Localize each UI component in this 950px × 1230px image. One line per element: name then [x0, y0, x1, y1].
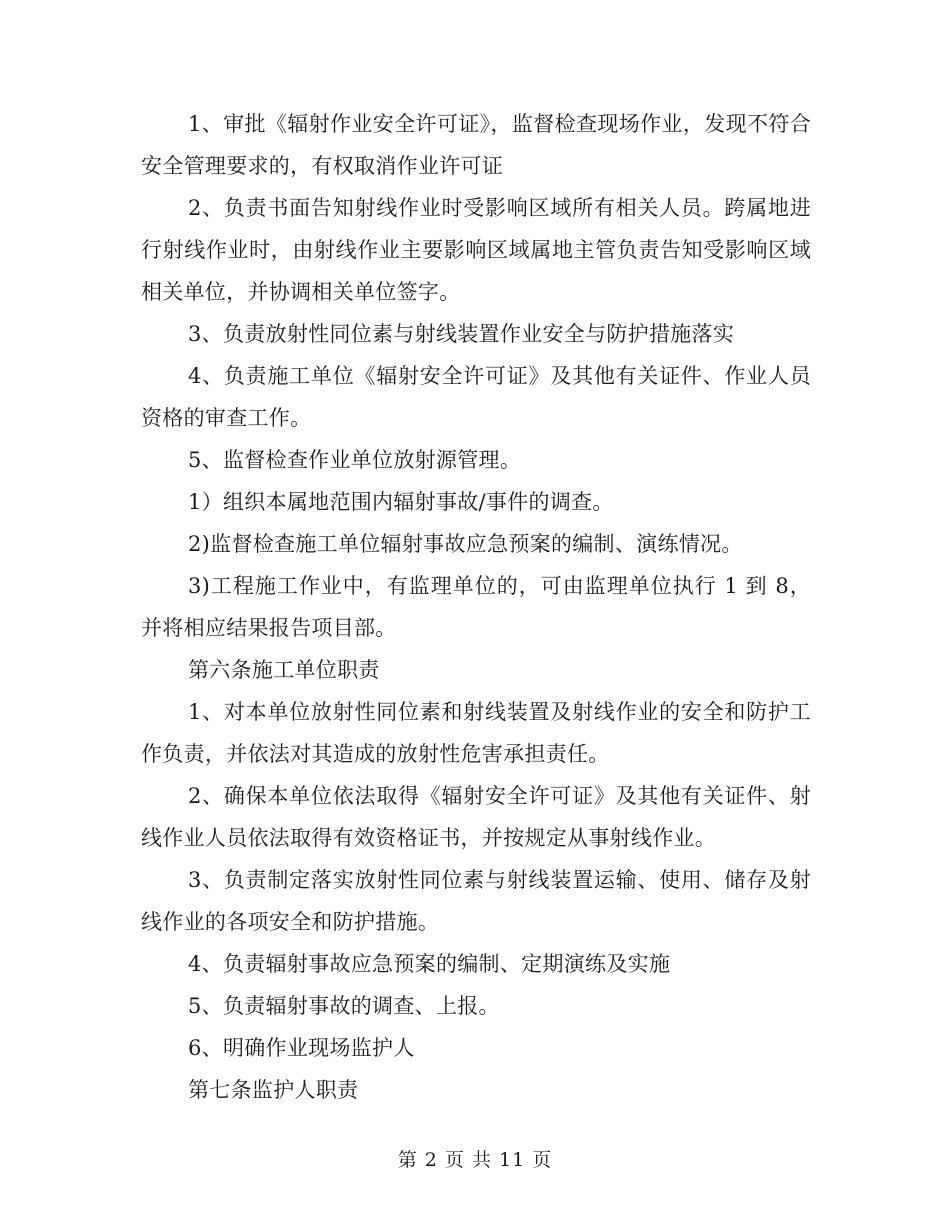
paragraph-10: 1、对本单位放射性同位素和射线装置及射线作业的安全和防护工作负责，并依法对其造成的放射性危害承担责任。 [141, 700, 811, 766]
paragraph-11: 2、确保本单位依法取得《辐射安全许可证》及其他有关证件、射线作业人员依法取得有效资格证书，并按规定从事射线作业。 [141, 784, 811, 850]
paragraph-1: 1、审批《辐射作业安全许可证》，监督检查现场作业，发现不符合安全管理要求的，有权取消作业许可证 [141, 112, 811, 178]
paragraph-4: 4、负责施工单位《辐射安全许可证》及其他有关证件、作业人员资格的审查工作。 [141, 364, 811, 430]
paragraph-8: 3)工程施工作业中，有监理单位的，可由监理单位执行 1 到 8，并将相应结果报告项目部。 [141, 574, 811, 640]
section-heading-article-6: 第六条施工单位职责 [188, 658, 380, 682]
paragraph-7: 2)监督检查施工单位辐射事故应急预案的编制、演练情况。 [188, 532, 743, 556]
paragraph-3: 3、负责放射性同位素与射线装置作业安全与防护措施落实 [188, 322, 735, 346]
paragraph-12: 3、负责制定落实放射性同位素与射线装置运输、使用、储存及射线作业的各项安全和防护措施。 [141, 868, 811, 934]
paragraph-15: 6、明确作业现场监护人 [188, 1036, 415, 1060]
paragraph-14: 5、负责辐射事故的调查、上报。 [188, 994, 500, 1018]
section-heading-article-7: 第七条监护人职责 [188, 1078, 359, 1102]
page-number-footer: 第 2 页 共 11 页 [397, 1149, 553, 1171]
paragraph-5: 5、监督检查作业单位放射源管理。 [188, 448, 522, 472]
paragraph-2: 2、负责书面告知射线作业时受影响区域所有相关人员。跨属地进行射线作业时，由射线作业主要影响区域属地主管负责告知受影响区域相关单位，并协调相关单位签字。 [141, 196, 811, 304]
paragraph-6: 1）组织本属地范围内辐射事故/事件的调查。 [188, 490, 614, 514]
document-body [141, 103, 811, 1111]
paragraph-13: 4、负责辐射事故应急预案的编制、定期演练及实施 [188, 952, 671, 976]
